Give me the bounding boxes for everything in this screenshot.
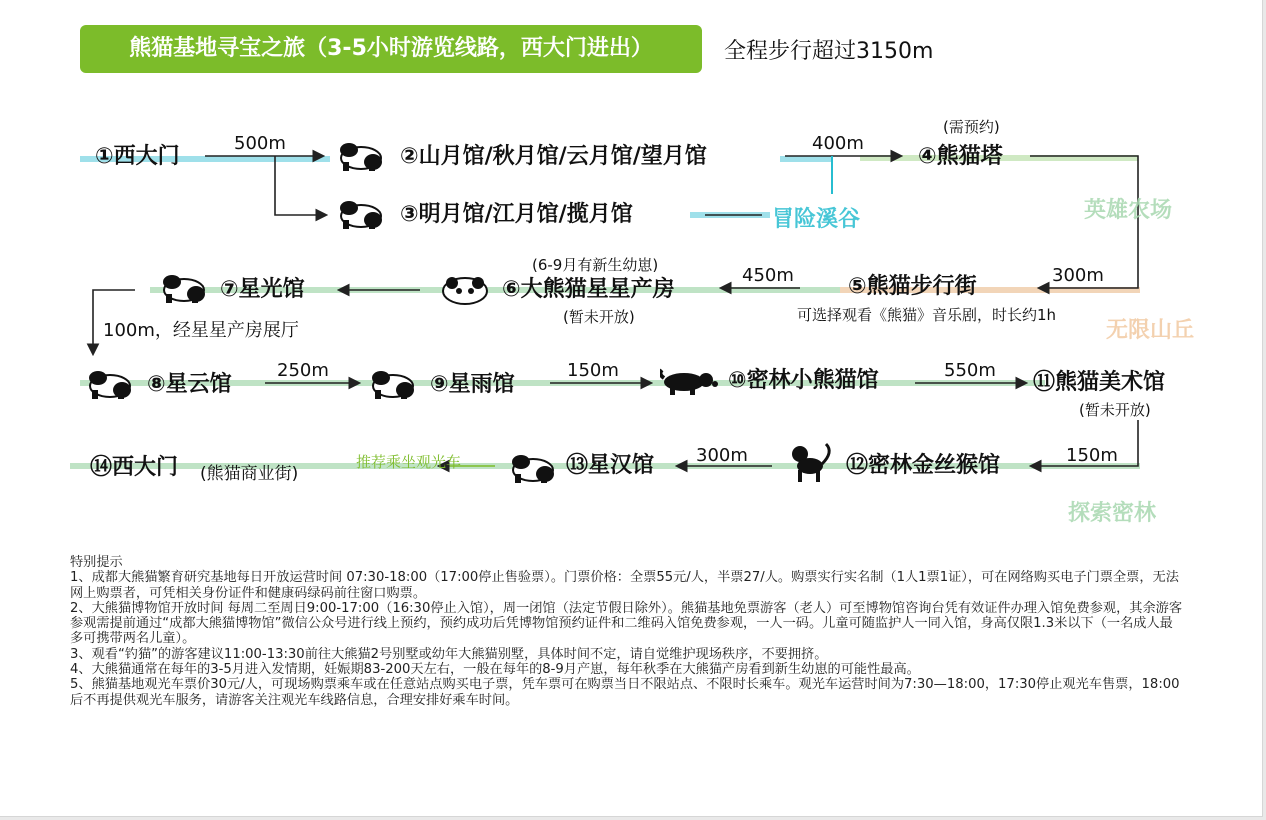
note-sightseeing-bus: 推荐乘坐观光车	[356, 453, 462, 471]
baby-panda-icon	[440, 274, 490, 306]
node-5-panda-street: ⑤熊猫步行街	[848, 274, 977, 299]
node-west-gate-start: ①西大门	[95, 144, 180, 169]
distance-5-6: 450m	[742, 265, 794, 286]
node-4-panda-tower: ④熊猫塔	[918, 144, 1003, 169]
panda-icon	[333, 196, 387, 230]
note-commercial-street: (熊猫商业街)	[200, 464, 299, 484]
monkey-icon	[784, 440, 834, 484]
distance-9-10: 150m	[567, 360, 619, 381]
node-12-golden-monkey: ⑫密林金丝猴馆	[846, 453, 1001, 478]
node-8-xingyun: ⑧星云馆	[147, 372, 232, 397]
note-newborn: (6-9月有新生幼崽)	[532, 256, 659, 274]
panda-icon	[82, 366, 136, 400]
zone-explore-forest: 探索密林	[1068, 501, 1157, 526]
page-title: 熊猫基地寻宝之旅（3-5小时游览线路，西大门进出）	[129, 36, 653, 61]
note-nursery-closed: (暂未开放)	[563, 308, 635, 326]
tip-item: 5、熊猫基地观光车票价30元/人，可现场购票乘车或在任意站点购买电子票，凭车票可在购票当日不限站点、不限时长乘车。观光车运营时间为7:30—18:00，17:30停止观光车售票，18:00后不再提供观光车服务，请游客关注观光车线路信息，合理安排好乘车时间。	[70, 677, 1180, 708]
node-3-moon-halls: ③明月馆/江月馆/揽月馆	[400, 202, 633, 227]
note-reservation: (需预约)	[943, 118, 1000, 136]
note-musical: 可选择观看《熊猫》音乐剧，时长约1h	[797, 306, 1057, 324]
distance-11-12: 150m	[1066, 445, 1118, 466]
tip-item: 4、大熊猫通常在每年的3-5月进入发情期，妊娠期83-200天左右，一般在每年的8-9月产崽，每年秋季在大熊猫产房看到新生幼崽的可能性最高。	[70, 662, 920, 678]
zone-infinite-hill: 无限山丘	[1106, 318, 1195, 343]
distance-7-8: 100m，经星星产房展厅	[103, 320, 299, 341]
note-art-closed: (暂未开放)	[1079, 401, 1151, 419]
tip-item: 3、观看“钓猫”的游客建议11:00-13:30前往大熊猫2号别墅或幼年大熊猫别墅，具体时间不定，请自觉维护现场秩序，不要拥挤。	[70, 646, 828, 662]
distance-10-11: 550m	[944, 360, 996, 381]
tip-item: 1、成都大熊猫繁育研究基地每日开放运营时间 07:30-18:00（17:00停止售验票）。门票价格：全票55元/人，半票27/人。购票实行实名制（1人1票1证），可在网络购买电子门票全票，无法网上购票者，可凭相关身份证件和健康码绿码前往窗口购票。	[70, 570, 1179, 601]
distance-8-9: 250m	[277, 360, 329, 381]
special-tips	[70, 555, 1185, 708]
distance-2-4: 400m	[812, 133, 864, 154]
tips-heading: 特别提示	[70, 555, 123, 570]
node-10-red-panda: ⑩密林小熊猫馆	[728, 368, 879, 393]
node-11-art-museum: ⑪熊猫美术馆	[1033, 370, 1166, 395]
branch-to-3	[275, 156, 325, 215]
walking-distance: 全程步行超过3150m	[724, 39, 934, 64]
distance-1-2: 500m	[234, 133, 286, 154]
node-13-xinghan: ⑬星汉馆	[566, 453, 655, 478]
distance-4-5: 300m	[1052, 265, 1104, 286]
zone-hero-farm: 英雄农场	[1084, 198, 1173, 223]
tip-item: 2、大熊猫博物馆开放时间 每周二至周日9:00-17:00（16:30停止入馆），周一闭馆（法定节假日除外）。熊猫基地免票游客（老人）可至博物馆咨询台凭有效证件办理入馆免费参观，其余游客参观需提前通过“成都大熊猫博物馆”微信公众号进行线上预约，预约成功后凭博物馆预约证件和二维码入馆免费参观，一人一码。儿童可随监护人一同入馆，身高仅限1.3米以下（一名成人最多可携带两名儿童）。	[70, 600, 1183, 647]
panda-icon	[156, 270, 210, 304]
distance-12-13: 300m	[696, 445, 748, 466]
node-6-nursery: ⑥大熊猫星星产房	[502, 277, 675, 302]
zone-adventure-valley: 冒险溪谷	[772, 207, 861, 232]
red-panda-icon	[660, 368, 720, 396]
node-2-moon-halls: ②山月馆/秋月馆/云月馆/望月馆	[400, 144, 707, 169]
panda-icon	[505, 450, 559, 484]
panda-icon	[365, 366, 419, 400]
node-7-xingguang: ⑦星光馆	[220, 277, 305, 302]
node-9-xingyu: ⑨星雨馆	[430, 372, 515, 397]
node-west-gate-end: ⑭西大门	[90, 455, 179, 480]
panda-icon	[333, 138, 387, 172]
